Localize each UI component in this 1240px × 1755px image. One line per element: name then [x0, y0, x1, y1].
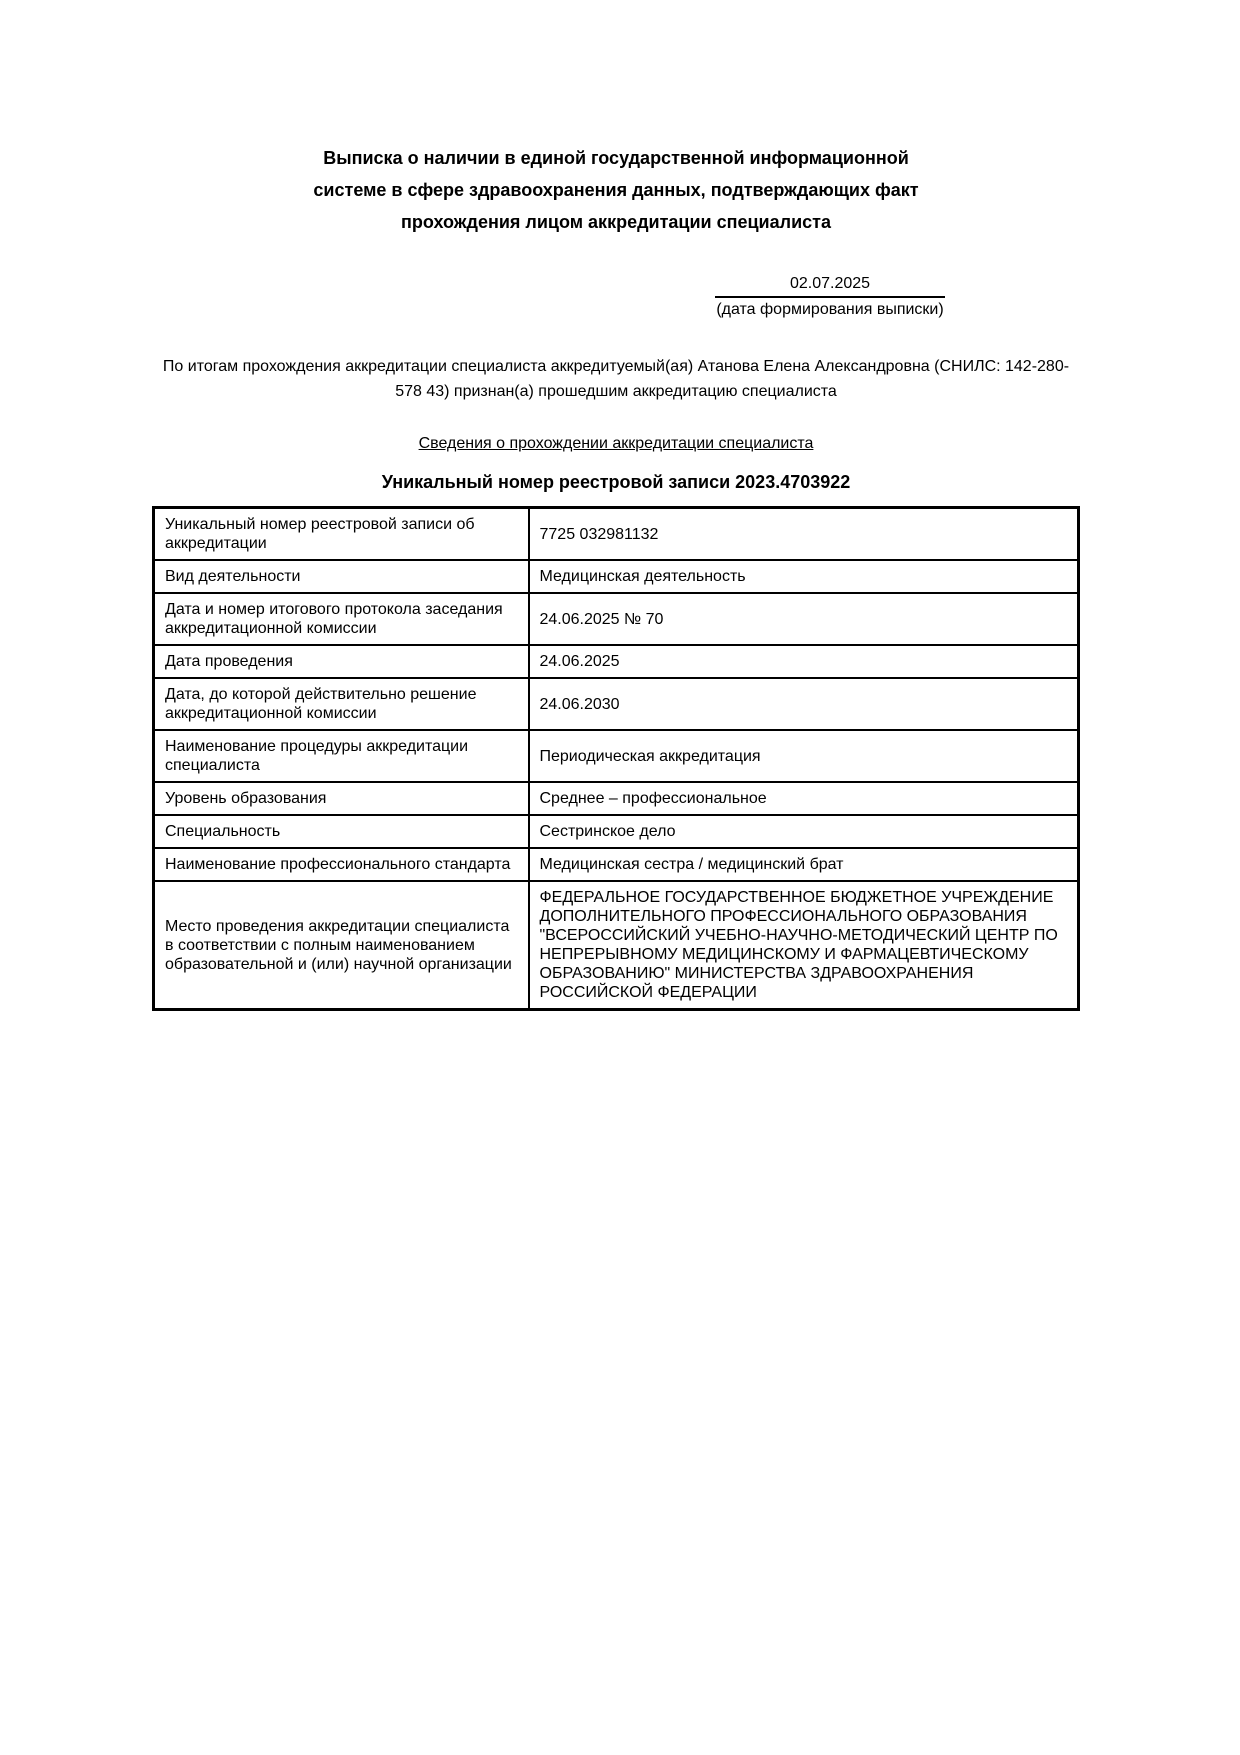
row-label: Специальность [154, 815, 529, 848]
table-row [154, 848, 1079, 881]
document-title-line: прохождения лицом аккредитации специалиста [401, 212, 831, 232]
row-label: Дата, до которой действительно решение аккредитационной комиссии [154, 678, 529, 730]
accreditation-table [152, 506, 1080, 1011]
row-label: Дата проведения [154, 645, 529, 678]
formation-date-value: 02.07.2025 [715, 274, 945, 298]
row-value: 24.06.2030 [529, 678, 1079, 730]
document-title [152, 0, 1080, 238]
row-value: 24.06.2025 [529, 645, 1079, 678]
table-row [154, 782, 1079, 815]
row-label: Уровень образования [154, 782, 529, 815]
formation-date-caption: (дата формирования выписки) [716, 301, 944, 318]
registry-number-heading: Уникальный номер реестровой записи 2023.4703922 [381, 472, 851, 492]
row-value: Сестринское дело [529, 815, 1079, 848]
row-value: Среднее – профессиональное [529, 782, 1079, 815]
table-row [154, 881, 1079, 1010]
table-row [154, 508, 1079, 561]
row-value: ФЕДЕРАЛЬНОЕ ГОСУДАРСТВЕННОЕ БЮДЖЕТНОЕ УЧРЕЖДЕНИЕ ДОПОЛНИТЕЛЬНОГО ПРОФЕССИОНАЛЬНОГО ОБРАЗОВАНИЯ "ВСЕРОССИЙСКИЙ УЧЕБНО-НАУЧНО-МЕТОДИЧЕСКИЙ ЦЕНТР ПО НЕПРЕРЫВНОМУ МЕДИЦИНСКОМУ И ФАРМАЦЕВТИЧЕСКОМУ ОБРАЗОВАНИЮ" МИНИСТЕРСТВА ЗДРАВООХРАНЕНИЯ РОССИЙСКОЙ ФЕДЕРАЦИИ [529, 881, 1079, 1010]
row-label: Наименование процедуры аккредитации специалиста [154, 730, 529, 782]
row-value: 24.06.2025 № 70 [529, 593, 1079, 645]
document-title-line: Выписка о наличии в единой государственной информационной [323, 148, 909, 168]
row-value: 7725 032981132 [529, 508, 1079, 561]
row-value: Периодическая аккредитация [529, 730, 1079, 782]
table-row [154, 815, 1079, 848]
section-heading: Сведения о прохождении аккредитации специалиста [418, 435, 814, 452]
row-label: Вид деятельности [154, 560, 529, 593]
table-row [154, 593, 1079, 645]
document-content [152, 0, 1080, 1011]
document-title-line: системе в сфере здравоохранения данных, подтверждающих факт [313, 180, 919, 200]
row-label: Дата и номер итогового протокола заседания аккредитационной комиссии [154, 593, 529, 645]
row-label: Место проведения аккредитации специалиста в соответствии с полным наименованием образовательной и (или) научной организации [154, 881, 529, 1010]
row-label: Наименование профессионального стандарта [154, 848, 529, 881]
formation-date-block [715, 274, 945, 320]
table-row [154, 645, 1079, 678]
table-row [154, 560, 1079, 593]
intro-paragraph: По итогам прохождения аккредитации специалиста аккредитуемый(ая) Атанова Елена Александровна (СНИЛС: 142-280-578 43) признан(а) прошедшим аккредитацию специалиста [162, 358, 1070, 400]
table-row [154, 678, 1079, 730]
row-label: Уникальный номер реестровой записи об аккредитации [154, 508, 529, 561]
row-value: Медицинская сестра / медицинский брат [529, 848, 1079, 881]
row-value: Медицинская деятельность [529, 560, 1079, 593]
table-row [154, 730, 1079, 782]
